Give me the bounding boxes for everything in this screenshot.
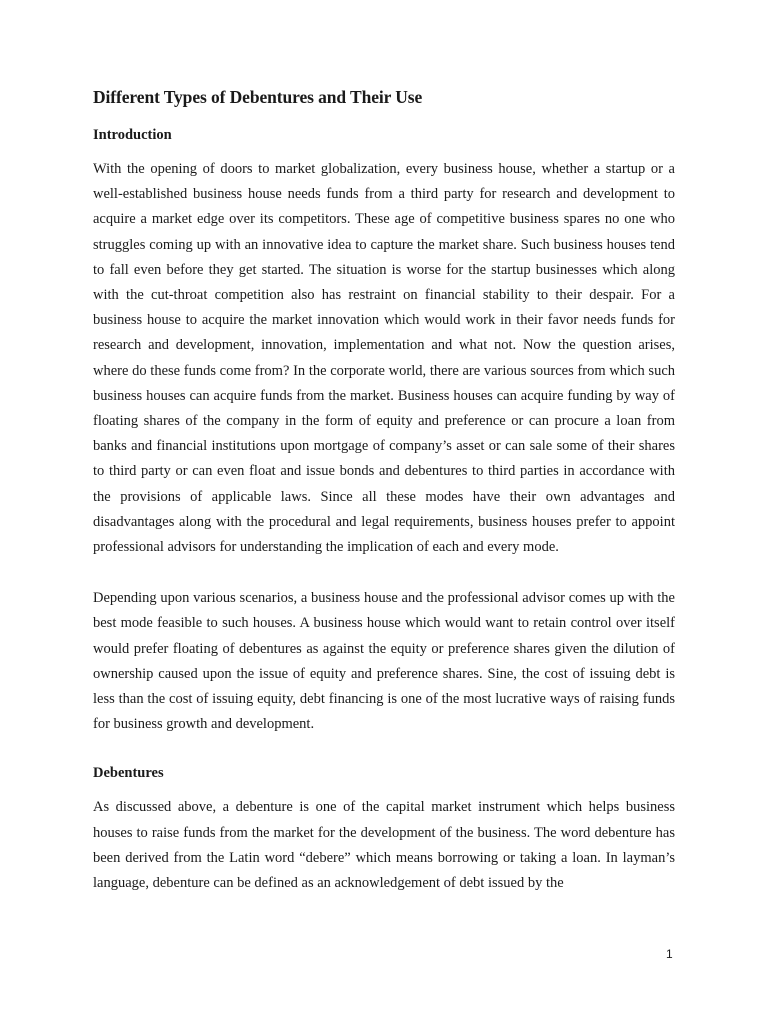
debentures-paragraph-1: As discussed above, a debenture is one of the capital market instrument which helps business houses to raise funds from the market for the development of the business. The word debenture has been derived from the Latin word “debere” which means borrowing or taking a loan. In layman’s language, debenture can be defined as an acknowledgement of debt issued by the (93, 799, 675, 892)
introduction-paragraph-1: With the opening of doors to market globalization, every business house, whether a startup or a well-established business house needs funds from a third party for research and development to acquire a market edge over its competitors. These age of competitive business spares no one who struggles coming up with an innovative idea to capture the market share. Such business houses tend to fall even before they get started. The situation is worse for the startup businesses which along with the cut-throat competition also has restraint on financial stability to their despair. For a business house to acquire the market innovation which would work in their favor needs funds for research and development, innovation, implementation and what not. Now the question arises, where do these funds come from? In the corporate world, there are various sources from which such business houses can acquire funds from the market. Business houses can acquire funding by way of floating shares of the company in the form of equity and preference or can procure a loan from banks and financial institutions upon mortgage of company’s asset or can sale some of their shares to third party or can even float and issue bonds and debentures to third parties in accordance with the provisions of applicable laws. Since all these modes have their own advantages and disadvantages along with the procedural and legal requirements, business houses prefer to appoint professional advisors for understanding the implication of each and every mode. (93, 161, 675, 556)
introduction-paragraph-2: Depending upon various scenarios, a business house and the professional advisor comes up with the best mode feasible to such houses. A business house which would want to retain control over itself would prefer floating of debentures as against the equity or preference shares given the dilution of ownership caused upon the issue of equity and preference shares. Sine, the cost of issuing debt is less than the cost of issuing equity, debt financing is one of the most lucrative ways of raising funds for business growth and development. (93, 590, 675, 733)
document-title: Different Types of Debentures and Their Use (93, 87, 423, 107)
section-heading-debentures: Debentures (93, 765, 164, 782)
document-page (93, 86, 675, 896)
page-number: 1 (666, 947, 673, 961)
section-heading-introduction: Introduction (93, 127, 172, 143)
